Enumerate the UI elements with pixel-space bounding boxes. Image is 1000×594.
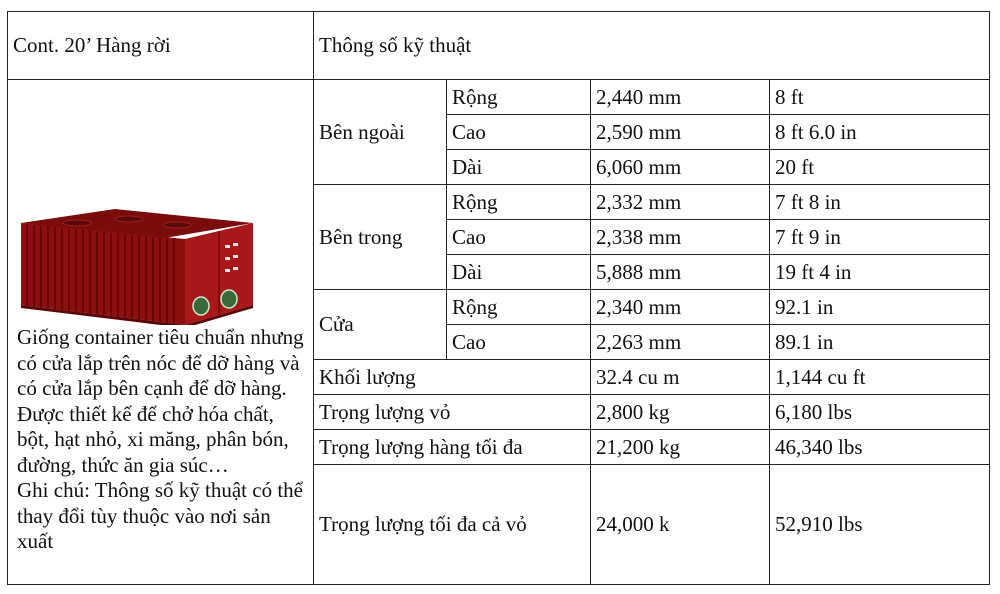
dimension-label: Rộng — [447, 80, 591, 115]
container-spec-table — [7, 11, 990, 585]
imperial-value: 20 ft — [770, 150, 990, 185]
group-label-exterior: Bên ngoài — [314, 80, 447, 185]
imperial-value: 46,340 lbs — [770, 430, 990, 465]
metric-value: 2,340 mm — [591, 290, 770, 325]
metric-value: 2,338 mm — [591, 220, 770, 255]
container-info-cell — [8, 80, 314, 585]
imperial-value: 8 ft — [770, 80, 990, 115]
description-note: Ghi chú: Thông số kỹ thuật có thể thay đổi tùy thuộc vào nơi sản xuất — [17, 478, 303, 554]
imperial-value: 52,910 lbs — [770, 465, 990, 585]
spec-title: Thông số kỹ thuật — [314, 12, 990, 80]
metric-value: 24,000 k — [591, 465, 770, 585]
dimension-label: Rộng — [447, 290, 591, 325]
metric-value: 2,440 mm — [591, 80, 770, 115]
header-row — [8, 12, 990, 80]
container-description — [17, 325, 307, 555]
dimension-label: Cao — [447, 115, 591, 150]
dimension-label: Dài — [447, 255, 591, 290]
metric-value: 21,200 kg — [591, 430, 770, 465]
total-label: Trọng lượng vỏ — [314, 395, 591, 430]
dimension-label: Dài — [447, 150, 591, 185]
imperial-value: 19 ft 4 in — [770, 255, 990, 290]
total-label: Khối lượng — [314, 360, 591, 395]
dimension-label: Cao — [447, 325, 591, 360]
dimension-label: Cao — [447, 220, 591, 255]
imperial-value: 89.1 in — [770, 325, 990, 360]
metric-value: 5,888 mm — [591, 255, 770, 290]
description-text: Giống container tiêu chuẩn nhưng có cửa lắp trên nóc để dỡ hàng và có cửa lắp bên cạnh để dỡ hàng. Được thiết kế để chở hóa chất, bột, hạt nhỏ, xi măng, phân bón, đường, thức ăn gia súc… — [17, 325, 304, 477]
imperial-value: 8 ft 6.0 in — [770, 115, 990, 150]
metric-value: 2,263 mm — [591, 325, 770, 360]
metric-value: 2,332 mm — [591, 185, 770, 220]
table-row — [8, 80, 990, 115]
metric-value: 2,590 mm — [591, 115, 770, 150]
metric-value: 6,060 mm — [591, 150, 770, 185]
dimension-label: Rộng — [447, 185, 591, 220]
metric-value: 2,800 kg — [591, 395, 770, 430]
imperial-value: 7 ft 8 in — [770, 185, 990, 220]
group-label-interior: Bên trong — [314, 185, 447, 290]
total-label: Trọng lượng tối đa cả vỏ — [314, 465, 591, 585]
imperial-value: 92.1 in — [770, 290, 990, 325]
imperial-value: 1,144 cu ft — [770, 360, 990, 395]
container-20ft-red-image — [17, 165, 257, 325]
metric-value: 32.4 cu m — [591, 360, 770, 395]
container-type-title: Cont. 20’ Hàng rời — [8, 12, 314, 80]
imperial-value: 7 ft 9 in — [770, 220, 990, 255]
total-label: Trọng lượng hàng tối đa — [314, 430, 591, 465]
imperial-value: 6,180 lbs — [770, 395, 990, 430]
group-label-door: Cửa — [314, 290, 447, 360]
